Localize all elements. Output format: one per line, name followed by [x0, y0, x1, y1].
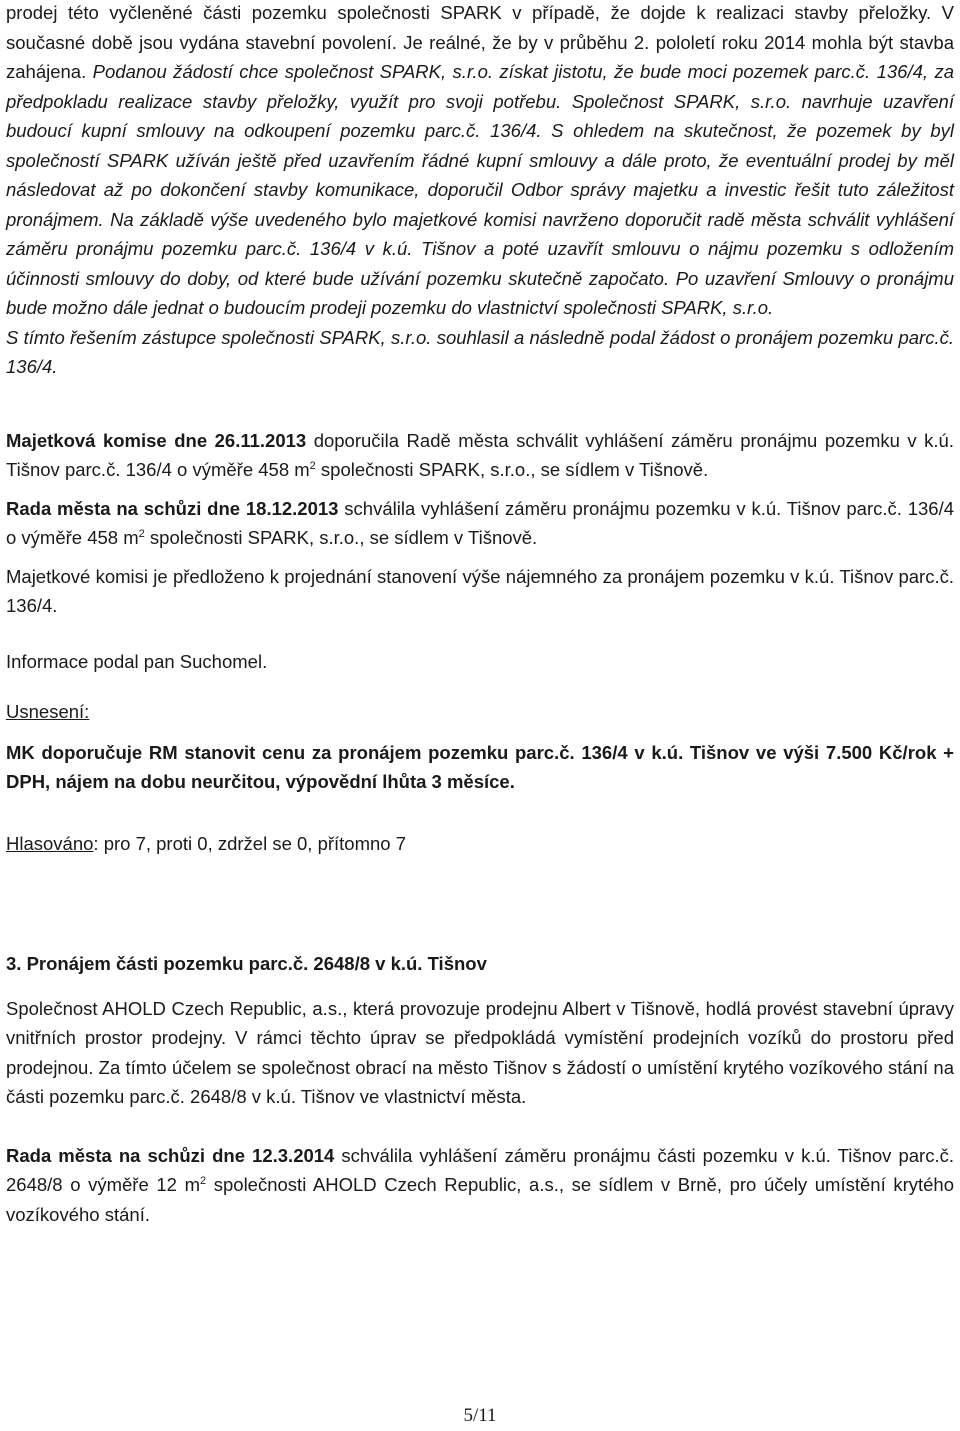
spark-agreement-paragraph: S tímto řešením zástupce společnosti SPARK, s.r.o. souhlasil a následně podal žádost o pronájem pozemku parc.č. 136/4.	[6, 326, 954, 377]
rm-decision-text: schválila vyhlášení záměru pronájmu pozemku v k.ú. Tišnov parc.č. 136/4 o výměře 458 m	[6, 497, 955, 548]
rm-area-unit-sup: 2	[138, 527, 145, 540]
rm2-decision-text: schválila vyhlášení záměru pronájmu části pozemku v k.ú. Tišnov parc.č. 2648/8 o výměře 12 m	[6, 1144, 954, 1195]
info-paragraph: Informace podal pan Suchomel.	[6, 650, 268, 672]
mk-note-paragraph: Majetkové komisi je předloženo k projednání stanovení výše nájemného za pronájem pozemku v k.ú. Tišnov parc.č. 136/4.	[6, 565, 954, 616]
rm-decision-tail: společnosti SPARK, s.r.o., se sídlem v Tišnově.	[144, 527, 538, 548]
rm2-area-unit-sup: 2	[200, 1174, 207, 1187]
rm-decision-paragraph	[6, 494, 954, 553]
mk-date: Majetková komise dne 26.11.2013	[6, 429, 307, 451]
resolution-text: MK doporučuje RM stanovit cenu za pronájem pozemku parc.č. 136/4 v k.ú. Tišnov ve výši 7.500 Kč/rok + DPH, nájem na dobu neurčitou, výpovědní lhůta 3 měsíce.	[6, 741, 954, 792]
rm2-date: Rada města na schůzi dne 12.3.2014	[6, 1144, 335, 1166]
voting-result: : pro 7, proti 0, zdržel se 0, přítomno 7	[93, 832, 407, 854]
section3-body: Společnost AHOLD Czech Republic, a.s., která provozuje prodejnu Albert v Tišnově, hodlá provést stavební úpravy vnitřních prostor prodejny. V rámci těchto úprav se předpokládá vymístění prodejních vozíků do prostoru před prodejnou. Za tímto účelem se společnost obrací na město Tišnov s žádostí o umístění krytého vozíkového stání na části pozemku parc.č. 2648/8 v k.ú. Tišnov ve vlastnictví města.	[6, 997, 954, 1107]
mk-decision-text: doporučila Radě města schválit vyhlášení záměru pronájmu pozemku v k.ú. Tišnov parc.č. 136/4 o výměře 458 m	[6, 429, 954, 480]
intro-paragraph	[6, 0, 954, 323]
section3-heading: 3. Pronájem části pozemku parc.č. 2648/8 v k.ú. Tišnov	[6, 953, 487, 974]
voting-paragraph	[6, 829, 954, 859]
rm2-decision-tail: společnosti AHOLD Czech Republic, a.s., se sídlem v Brně, pro účely umístění krytého vozíkového stání.	[6, 1174, 954, 1225]
document-page	[6, 0, 954, 1229]
rm2-decision-paragraph	[6, 1141, 954, 1230]
rm-date: Rada města na schůzi dne 18.12.2013	[6, 497, 339, 519]
mk-decision-tail: společnosti SPARK, s.r.o., se sídlem v Tišnově.	[315, 459, 709, 480]
voting-label: Hlasováno	[6, 832, 94, 854]
intro-text-normal: prodej této vyčleněné části pozemku společnosti SPARK v případě, že dojde k realizaci stavby přeložky. V současné době jsou vydána stavební povolení. Je reálné, že by v průběhu 2. pololetí roku 2014 mohla být stavba zahájena.	[6, 2, 954, 82]
resolution-label: Usnesení:	[6, 701, 90, 722]
page-number: 5/11	[463, 1405, 497, 1426]
mk-decision-paragraph	[6, 426, 954, 485]
intro-text-italic: Podanou žádostí chce společnost SPARK, s.r.o. získat jistotu, že bude moci pozemek parc.č. 136/4, za předpokladu realizace stavby přeložky, využít pro svoji potřebu. Společnost SPARK, s.r.o. navrhuje uzavření budoucí kupní smlouvy na odkoupení pozemku parc.č. 136/4. S ohledem na skutečnost, že pozemek by byl společností SPARK užíván ještě před uzavřením řádné kupní smlouvy a dále proto, že eventuální prodej by měl následovat až po dokončení stavby komunikace, doporučil Odbor správy majetku a investic řešit tuto záležitost pronájmem. Na základě výše uvedeného bylo majetkové komisi navrženo doporučit radě města schválit vyhlášení záměru pronájmu pozemku parc.č. 136/4 v k.ú. Tišnov a poté uzavřít smlouvu o nájmu pozemku s odložením účinnosti smlouvy do doby, od které bude užívání pozemku skutečně započato. Po uzavření Smlouvy o pronájmu bude možno dále jednat o budoucím prodeji pozemku do vlastnictví společnosti SPARK, s.r.o.	[6, 61, 954, 318]
mk-area-unit-sup: 2	[309, 459, 316, 472]
